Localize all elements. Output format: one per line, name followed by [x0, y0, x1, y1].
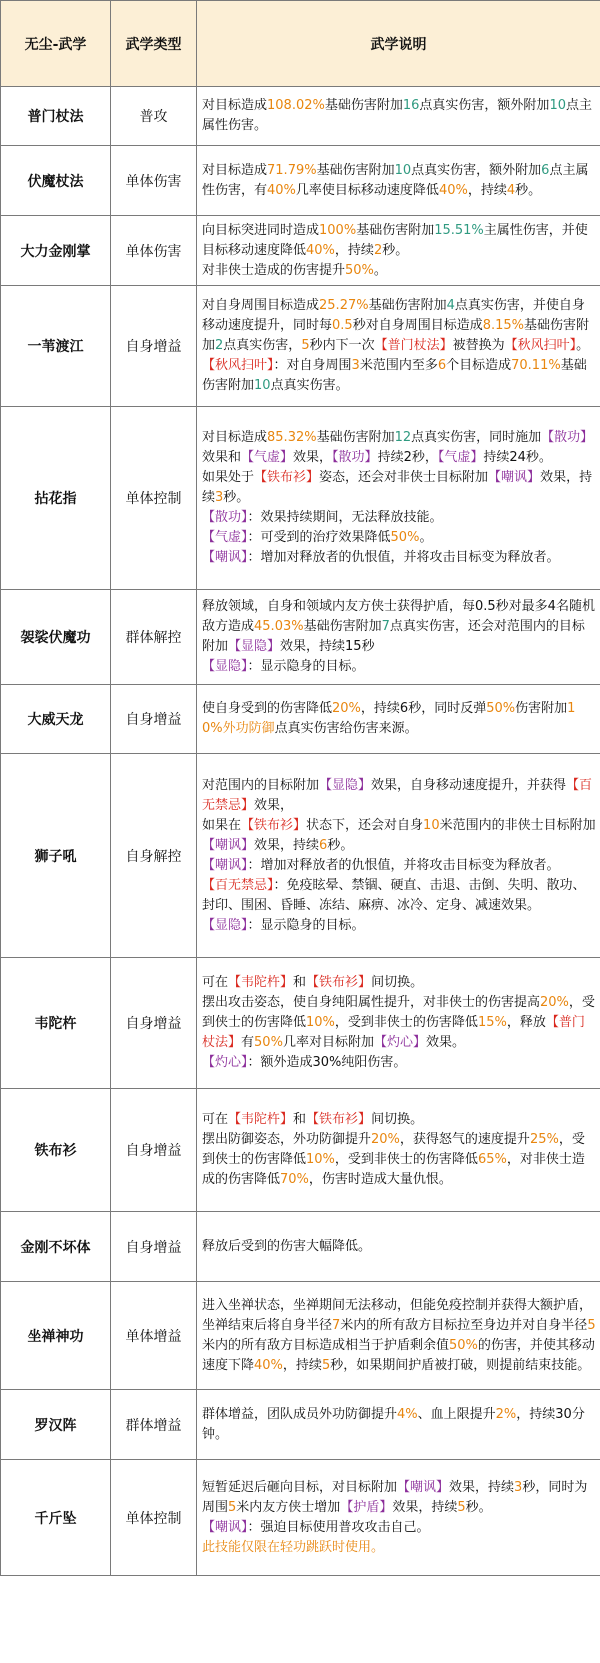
description-text: 效果，持续15秒 [280, 639, 375, 654]
description-text: 2% [495, 1406, 517, 1422]
description-text: 【韦陀杵】 [228, 1112, 294, 1127]
description-text: 25.27% [319, 298, 369, 313]
table-row [1, 685, 600, 754]
description-line [202, 699, 596, 739]
description-text: 5 [301, 338, 310, 353]
description-text: 点真实伤害。 [270, 378, 349, 393]
description-text: ，受到侠士的伤害降低 [202, 1132, 585, 1167]
description-text: 3 [514, 1479, 523, 1495]
description-text: 效果， [293, 450, 333, 465]
description-text: 8.15% [482, 318, 525, 333]
description-text: ，持续6秒，同时反弹 [360, 701, 487, 716]
description-text: ：强迫目标使用普攻攻击自己。 [247, 1519, 430, 1535]
description-text: 基础伤害附加 [316, 430, 395, 445]
description-text: 【普门杖法】 [374, 338, 453, 353]
skill-type-cell: 自身解控 [111, 754, 197, 958]
description-text: ，受到非侠士的伤害降低 [334, 1152, 478, 1167]
description-text: 点真实伤害， [223, 338, 302, 353]
description-text: 点真实伤害，还会对范围内的目标附加 [202, 619, 585, 654]
description-text: 米范围内的非侠士目标附加 [439, 817, 596, 833]
description-text: 基础伤害附加 [356, 222, 435, 238]
skill-name-cell: 金刚不坏体 [1, 1212, 111, 1282]
skill-name-cell: 拈花指 [1, 407, 111, 590]
description-text: 【散功】 [202, 510, 248, 525]
description-text: 效果，持续 [392, 1499, 458, 1515]
table-row [1, 1390, 600, 1460]
description-text: 4% [397, 1406, 418, 1422]
skill-name-cell: 罗汉阵 [1, 1390, 111, 1460]
description-text: 秒。 [327, 837, 354, 853]
skill-description-cell [197, 407, 600, 590]
table-row [1, 958, 600, 1089]
description-text: 16 [402, 98, 420, 113]
description-line [202, 1405, 596, 1445]
skill-description-cell [197, 685, 600, 754]
description-text: ：显示隐身的目标。 [247, 659, 365, 674]
description-line [202, 1130, 596, 1190]
description-text: 6 [437, 358, 447, 373]
description-text: 【铁布衫】 [306, 1112, 372, 1127]
skill-description-cell [197, 958, 600, 1089]
description-text: 71.79% [267, 162, 317, 178]
description-text: 基础伤害附加 [202, 318, 590, 353]
description-text: 20% [371, 1132, 400, 1147]
description-text: 米内友方侠士增加 [236, 1499, 341, 1515]
description-text: ：效果持续期间，无法释放技能。 [247, 510, 443, 525]
skill-name-cell: 千斤坠 [1, 1460, 111, 1576]
table-row [1, 754, 600, 958]
description-text: 持续2秒， [377, 450, 438, 465]
description-text: 对自身周围目标造成 [202, 298, 320, 313]
description-text: 【铁布衫】 [241, 817, 307, 833]
skill-type-cell: 自身增益 [111, 1212, 197, 1282]
description-text: 点真实伤害，并使自身移动速度提升，同时每 [202, 298, 585, 333]
table-row [1, 1089, 600, 1212]
skill-name-cell: 狮子吼 [1, 754, 111, 958]
skill-name-cell: 袈裟伏魔功 [1, 590, 111, 685]
description-text: 【显隐】 [202, 917, 248, 933]
description-text: 释放后受到的伤害大幅降低。 [202, 1238, 372, 1254]
description-text: 秒。 [515, 182, 542, 198]
description-text: 持续24秒。 [483, 450, 552, 465]
description-text: 秒内下一次 [309, 338, 375, 353]
description-text: 和 [293, 1112, 307, 1127]
description-text: 【显隐】 [319, 777, 372, 793]
description-line [202, 657, 596, 677]
skill-description-cell [197, 146, 600, 216]
description-text: 7 [381, 619, 390, 634]
description-text: 【灼心】 [202, 1055, 248, 1070]
description-text: ，释放 [506, 1015, 546, 1030]
description-text: 短暂延迟后砸向目标，对目标附加 [202, 1479, 398, 1495]
description-text: 效果，自身移动速度提升，并获得 [371, 777, 567, 793]
description-text: 40% [267, 182, 296, 198]
description-text: 4 [506, 182, 516, 198]
description-text: 主属性伤害，并使目标移动速度降低 [202, 222, 588, 258]
description-text: 米内的所有敌方目标造成相当于护盾剩余值 [202, 1337, 450, 1353]
description-line [202, 876, 596, 916]
description-text: ：免疫眩晕、禁锢、硬直、击退、击倒、失明、散功、封印、围困、昏睡、冻结、麻痹、冰冷、定身、减速效果。 [202, 877, 586, 913]
header-skill-description: 武学说明 [197, 1, 600, 87]
description-text: 【气虚】 [437, 450, 484, 465]
description-text: 5 [228, 1499, 237, 1515]
description-text: 10 [423, 817, 440, 833]
description-text: 和 [293, 975, 307, 990]
description-line [202, 993, 596, 1053]
description-text: 向目标突进同时造成 [202, 222, 320, 238]
description-text: 0.5 [332, 318, 353, 333]
description-text: 点真实伤害，额外附加 [411, 162, 542, 178]
description-line [202, 96, 596, 136]
description-text: 效果和 [202, 450, 242, 465]
description-text: 【嘲讽】 [202, 550, 248, 565]
description-line [202, 221, 596, 261]
description-text: 【气虚】 [202, 530, 248, 545]
description-line [202, 261, 596, 281]
description-text: 有 [241, 1035, 255, 1050]
description-text: 40% [438, 182, 468, 198]
description-text: 2 [373, 242, 383, 258]
description-line [202, 916, 596, 936]
skill-type-cell: 自身增益 [111, 958, 197, 1089]
description-text: 秒，如果期间护盾被打破，则提前结束技能。 [330, 1357, 591, 1373]
description-text: ，持续30分钟。 [202, 1406, 585, 1442]
description-line [202, 508, 596, 528]
table-row [1, 87, 600, 146]
description-text: ：可受到的治疗效果降低 [247, 530, 391, 545]
description-text: 25% [529, 1132, 559, 1147]
skill-type-cell: 普攻 [111, 87, 197, 146]
description-text: 几率使目标移动速度降低 [295, 182, 439, 198]
description-text: 摆出攻击姿态，使自身纯阳属性提升，对非侠士的伤害提高 [202, 995, 541, 1010]
description-text: 对目标造成 [202, 430, 268, 445]
description-line [202, 428, 596, 468]
description-text: 【嘲讽】 [202, 1519, 248, 1535]
description-line [202, 816, 596, 856]
description-line [202, 1053, 596, 1073]
description-text: 对非侠士造成的伤害提升 [202, 262, 346, 278]
description-text: 70.11% [511, 358, 561, 373]
description-text: ，持续 [282, 1357, 322, 1373]
description-text: 米范围内至多 [359, 358, 438, 373]
description-text: 【百无禁忌】 [202, 877, 274, 893]
description-text: 50% [449, 1337, 478, 1353]
description-text: ：额外造成30%纯阳伤害。 [247, 1055, 407, 1070]
description-text: 85.32% [267, 430, 317, 445]
description-text: 15.51% [434, 222, 484, 238]
skill-type-cell: 单体控制 [111, 1460, 197, 1576]
description-text: 效果，持续 [202, 470, 593, 505]
description-text: 【铁布衫】 [306, 975, 372, 990]
description-text: 效果。 [425, 1035, 465, 1050]
description-text: 、血上限提升 [417, 1406, 496, 1422]
description-text: 70% [280, 1172, 309, 1187]
skill-name-cell: 普门杖法 [1, 87, 111, 146]
description-text: 7 [332, 1317, 341, 1333]
description-text: 10 [254, 378, 271, 393]
description-text: 【普门杖法】 [202, 1015, 585, 1050]
description-text: 5 [457, 1499, 466, 1515]
description-text: 使自身受到的伤害降低 [202, 701, 333, 716]
skill-type-cell: 单体增益 [111, 1282, 197, 1390]
description-text: 此技能仅限在轻功跳跃时使用。 [202, 1539, 385, 1555]
description-text: 【嘲讽】 [488, 470, 541, 485]
description-text: ：增加对释放者的仇恨值，并将攻击目标变为释放者。 [247, 550, 560, 565]
description-text: ，对非侠士造成的伤害降低 [202, 1152, 585, 1187]
skill-description-cell [197, 590, 600, 685]
description-text: 效果，持续 [254, 837, 320, 853]
skill-name-cell: 伏魔杖法 [1, 146, 111, 216]
description-text: 米内的所有敌方目标拉至身边并对自身半径 [340, 1317, 588, 1333]
description-text: 进入坐禅状态，坐禅期间无法移动，但能免疫控制并获得大额护盾，坐禅结束后将自身半径 [202, 1297, 593, 1333]
description-text: 【护盾】 [340, 1499, 393, 1515]
skill-description-cell [197, 1212, 600, 1282]
description-text: 【灼心】 [373, 1035, 426, 1050]
description-text: 被替换为 [452, 338, 505, 353]
description-text: 点主属性伤害。 [202, 98, 592, 133]
description-line [202, 161, 596, 201]
description-text: 65% [477, 1152, 507, 1167]
description-text: 点真实伤害给伤害来源。 [274, 721, 418, 736]
description-text: 群体增益，团队成员外功防御提升 [202, 1406, 398, 1422]
skill-name-cell: 铁布衫 [1, 1089, 111, 1212]
description-text: 效果，持续 [449, 1479, 515, 1495]
description-text: 伤害附加 [515, 701, 568, 716]
description-text: 的伤害，并使其移动速度下降 [202, 1337, 595, 1373]
description-text: 【显隐】 [228, 639, 281, 654]
description-text: 秒，同时为周围 [202, 1479, 588, 1515]
description-text: 几率对目标附加 [282, 1035, 374, 1050]
description-line [202, 356, 596, 396]
description-text: ，持续 [334, 242, 374, 258]
skill-description-cell [197, 1390, 600, 1460]
skill-description-cell [197, 1089, 600, 1212]
description-text: 10 [549, 98, 566, 113]
skill-type-cell: 自身增益 [111, 685, 197, 754]
description-line [202, 1478, 596, 1518]
skill-description-cell [197, 286, 600, 407]
description-text: 45.03% [254, 619, 304, 634]
description-text: 【秋风扫叶】 [504, 338, 577, 353]
header-skill-name: 无尘-武学 [1, 1, 111, 87]
description-line [202, 1110, 596, 1130]
description-text: 可在 [202, 975, 229, 990]
table-row [1, 590, 600, 685]
description-text: 【秋风扫叶】 [202, 358, 274, 373]
description-text: ，伤害时造成大量仇恨。 [308, 1172, 452, 1187]
description-text: 2 [215, 338, 224, 353]
description-text: 状态下，还会对自身 [306, 817, 424, 833]
skill-description-cell [197, 1460, 600, 1576]
description-text: 【散功】 [541, 430, 594, 445]
description-line [202, 1237, 596, 1257]
description-text: 【嘲讽】 [202, 857, 248, 873]
description-text: ，持续 [467, 182, 507, 198]
description-text: ：增加对释放者的仇恨值，并将攻击目标变为释放者。 [247, 857, 560, 873]
header-skill-type: 武学类型 [111, 1, 197, 87]
table-row [1, 286, 600, 407]
skill-name-cell: 大力金刚掌 [1, 216, 111, 286]
description-text: 12 [394, 430, 412, 445]
description-text: 可在 [202, 1112, 229, 1127]
description-text: 15% [477, 1015, 507, 1030]
description-text: 基础伤害附加 [368, 298, 447, 313]
skill-type-cell: 群体增益 [111, 1390, 197, 1460]
description-text: 基础伤害附加 [303, 619, 382, 634]
description-text: ，受到侠士的伤害降低 [202, 995, 595, 1030]
skill-name-cell: 坐禅神功 [1, 1282, 111, 1390]
description-text: 【气虚】 [241, 450, 294, 465]
description-text: 对范围内的目标附加 [202, 777, 320, 793]
skill-type-cell: 自身增益 [111, 1089, 197, 1212]
description-text: 【嘲讽】 [202, 837, 255, 853]
description-text: 效果， [254, 797, 294, 813]
table-header-row [1, 1, 600, 87]
description-text: 40% [254, 1357, 283, 1373]
description-text: 40% [306, 242, 335, 258]
description-text: 10% [306, 1015, 335, 1030]
description-text: 【散功】 [332, 450, 378, 465]
description-text: 108.02% [267, 98, 325, 113]
description-text: 秒对自身周围目标造成 [352, 318, 483, 333]
skill-type-cell: 自身增益 [111, 286, 197, 407]
description-line [202, 468, 596, 508]
description-text: ，获得怒气的速度提升 [399, 1132, 530, 1147]
description-text: 6 [541, 162, 550, 178]
skill-description-cell [197, 216, 600, 286]
description-line [202, 1296, 596, 1376]
description-text: 间切换。 [371, 1112, 424, 1127]
description-line [202, 548, 596, 568]
description-text: 间切换。 [371, 975, 424, 990]
description-text: 【显隐】 [202, 659, 248, 674]
description-text: 【百无禁忌】 [202, 777, 593, 813]
description-text: 如果在 [202, 817, 242, 833]
description-line [202, 973, 596, 993]
description-line [202, 1518, 596, 1538]
skill-type-cell: 单体伤害 [111, 216, 197, 286]
skill-type-cell: 单体伤害 [111, 146, 197, 216]
description-text: 点真实伤害，额外附加 [419, 98, 550, 113]
skill-type-cell: 群体解控 [111, 590, 197, 685]
description-text: 50% [345, 262, 374, 278]
description-text: 如果处于 [202, 470, 255, 485]
table-row [1, 407, 600, 590]
description-text: 秒。 [223, 490, 250, 505]
description-text: 50% [254, 1035, 283, 1050]
description-line [202, 597, 596, 657]
description-text: 姿态，还会对非侠士目标附加 [319, 470, 489, 485]
table-body [1, 87, 600, 1576]
description-line [202, 296, 596, 356]
table-row [1, 216, 600, 286]
description-text: 。 [419, 530, 433, 545]
description-text: 对目标造成 [202, 162, 268, 178]
description-line [202, 856, 596, 876]
table-row [1, 1282, 600, 1390]
description-text: 基础伤害附加 [202, 358, 587, 393]
description-text: 个目标造成 [446, 358, 512, 373]
description-text: 【韦陀杵】 [228, 975, 294, 990]
skill-name-cell: 韦陀杵 [1, 958, 111, 1089]
description-text: 秒。 [465, 1499, 492, 1515]
description-text: 50% [486, 701, 516, 716]
skill-description-cell [197, 754, 600, 958]
description-text: 【铁布衫】 [254, 470, 320, 485]
description-text: 5 [587, 1317, 596, 1333]
description-text: 基础伤害附加 [324, 98, 403, 113]
skill-name-cell: 大威天龙 [1, 685, 111, 754]
table-row [1, 146, 600, 216]
description-text: 4 [446, 298, 455, 313]
description-text: ：对自身周围 [273, 358, 352, 373]
description-line [202, 528, 596, 548]
description-text: 对目标造成 [202, 98, 268, 113]
description-text: 。 [373, 262, 387, 278]
skill-description-cell [197, 1282, 600, 1390]
description-text: 。 [576, 338, 590, 353]
skill-description-cell [197, 87, 600, 146]
skill-name-cell: 一苇渡江 [1, 286, 111, 407]
description-text: 摆出防御姿态，外功防御提升 [202, 1132, 372, 1147]
description-text: 【嘲讽】 [397, 1479, 450, 1495]
description-text: 释放领域，自身和领域内友方侠士获得护盾，每0.5秒对最多4名随机敌方造成 [202, 599, 595, 634]
description-text: ：显示隐身的目标。 [247, 917, 365, 933]
description-text: 10%外功防御 [202, 701, 576, 736]
description-text: 秒。 [382, 242, 409, 258]
description-text: 50% [390, 530, 420, 545]
skill-type-cell: 单体控制 [111, 407, 197, 590]
description-text: 基础伤害附加 [316, 162, 395, 178]
description-line [202, 776, 596, 816]
table-row [1, 1212, 600, 1282]
description-text: 点主属性伤害，有 [202, 162, 589, 198]
description-text: 3 [215, 490, 224, 505]
description-text: 10% [306, 1152, 335, 1167]
description-text: 6 [319, 837, 328, 853]
description-text: ，受到非侠士的伤害降低 [334, 1015, 478, 1030]
description-text: 100% [319, 222, 357, 238]
description-text: 20% [540, 995, 569, 1010]
description-text: 20% [332, 701, 361, 716]
description-text: 3 [351, 358, 360, 373]
description-line [202, 1538, 596, 1558]
description-text: 5 [321, 1357, 331, 1373]
description-text: 10 [394, 162, 412, 178]
table-row [1, 1460, 600, 1576]
description-text: 点真实伤害，同时施加 [411, 430, 542, 445]
